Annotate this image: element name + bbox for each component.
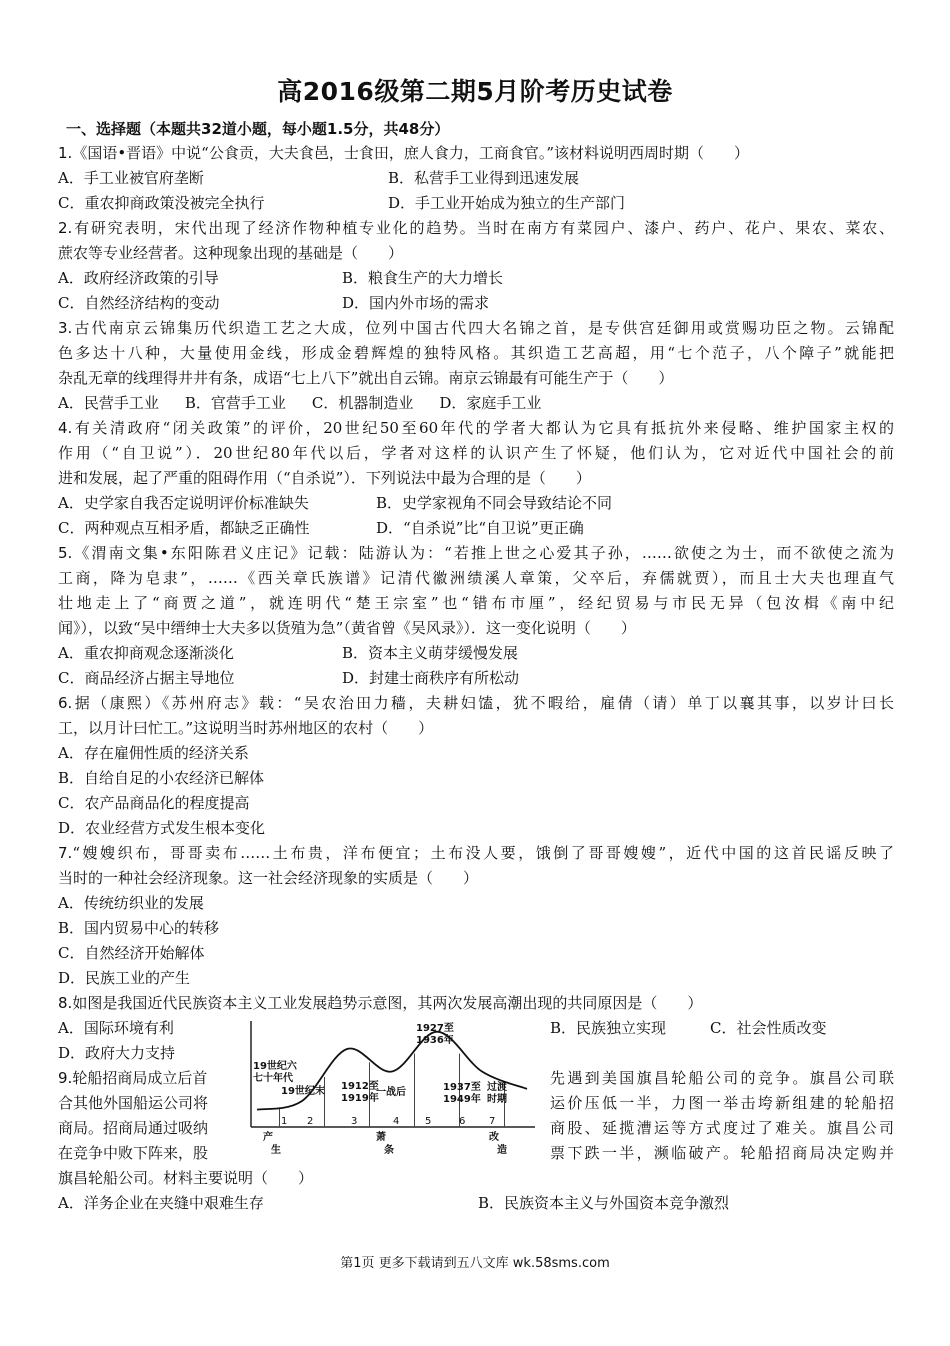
option-c: C．重农抑商政策没被完全执行 bbox=[58, 194, 265, 212]
option-bc bbox=[550, 1016, 894, 1041]
option-c: C．两种观点互相矛盾，都缺乏正确性 bbox=[58, 519, 310, 537]
option-a: A．政府经济政策的引导 bbox=[58, 269, 219, 287]
question-6-stem-cont: 工，以月计曰忙工。”这说明当时苏州地区的农村（ ） bbox=[58, 719, 434, 737]
question-2-stem-cont: 蔗农等专业经营者。这种现象出现的基础是（ ） bbox=[58, 244, 404, 262]
period-label-6b: 1949年 bbox=[443, 1094, 481, 1105]
option-a: A．史学家自我否定说明评价标准缺失 bbox=[58, 494, 309, 512]
period-label-7b: 时期 bbox=[487, 1094, 507, 1105]
question-1-options-ab bbox=[58, 166, 894, 191]
question-7-stem: 7.“嫂嫂织布，哥哥卖布……土布贵，洋布便宜；土布没人要，饿倒了哥哥嫂嫂”，近代中国的这首民谣反映了 bbox=[58, 844, 894, 862]
option-b: B．史学家视角不同会导致结论不同 bbox=[376, 494, 613, 512]
option-d: D．民族工业的产生 bbox=[58, 969, 191, 987]
question-9-line2: 合其他外国船运公司将 运价压低一半，力图一举击垮新组建的轮船招 bbox=[58, 1094, 894, 1112]
question-9-line3: 商局。招商局通过吸纳 商股、延揽漕运等方式度过了难关。旗昌公司 bbox=[58, 1119, 894, 1137]
option-c: C．自然经济开始解体 bbox=[58, 944, 205, 962]
option-a: A．国际环境有利 bbox=[58, 1019, 174, 1037]
question-1-options-cd bbox=[58, 191, 894, 216]
question-5-stem-cont: 工商，降为皂隶”，……《西关章氏族谱》记清代徽洲绩溪人章策，父卒后，弃儒就贾），而且士大夫也理直气 bbox=[58, 569, 894, 587]
option-a: A．传统纺织业的发展 bbox=[58, 894, 204, 912]
stage-number-4: 4 bbox=[393, 1116, 400, 1127]
option-d: D．家庭手工业 bbox=[439, 394, 542, 412]
industry-trend-chart bbox=[243, 1017, 541, 1160]
stage-number-3: 3 bbox=[351, 1116, 358, 1127]
question-3-stem-cont2: 杂乱无章的线理得井井有条，成语“七上八下”就出自云锦。南京云锦最有可能生产于（ ） bbox=[58, 369, 674, 387]
question-4-stem-cont: 作用（“自卫说”）．20世纪80年代以后，学者对这样的认识产生了怀疑，他们认为，它对近代中国社会的前 bbox=[58, 444, 894, 462]
option-a: A．洋务企业在夹缝中艰难生存 bbox=[58, 1194, 264, 1212]
question-9-options-ab bbox=[58, 1191, 894, 1216]
stage-number-2: 2 bbox=[307, 1116, 314, 1127]
question-4-stem: 4.有关清政府“闭关政策”的评价，20世纪50至60年代的学者大都认为它具有抵抗外来侵略、维护国家主权的 bbox=[58, 419, 894, 437]
question-5-stem-cont3: 闻》），以致“吴中缙绅士大夫多以货殖为急”（黄省曾《吴风录》）．这一变化说明（ ） bbox=[58, 619, 636, 637]
question-2-options-cd bbox=[58, 291, 894, 316]
question-8-stem: 8.如图是我国近代民族资本主义工业发展趋势示意图，其两次发展高潮出现的共同原因是（ ） bbox=[58, 994, 703, 1012]
option-a: A．民营手工业 bbox=[58, 394, 159, 412]
question-9-line5: 旗昌轮船公司。材料主要说明（ ） bbox=[58, 1169, 314, 1187]
option-b: B．民族独立实现 bbox=[550, 1019, 667, 1037]
period-label-7: 过渡 bbox=[487, 1082, 507, 1093]
question-3-options bbox=[58, 391, 894, 416]
option-b: B．私营手工业得到迅速发展 bbox=[388, 169, 580, 187]
question-5-options-cd bbox=[58, 666, 894, 691]
period-label-3: 1912至 bbox=[341, 1081, 379, 1092]
option-b: B．自给自足的小农经济已解体 bbox=[58, 769, 265, 787]
option-a: A．重农抑商观念逐渐淡化 bbox=[58, 644, 234, 662]
question-3-stem-cont: 色多达十八种，大量使用金线，形成金碧辉煌的独特风格。其织造工艺高超，用“七个范子，八个障子”就能把 bbox=[58, 344, 894, 362]
option-c: C．自然经济结构的变动 bbox=[58, 294, 220, 312]
option-d: D．政府大力支持 bbox=[58, 1044, 176, 1062]
period-label-1: 19世纪六 bbox=[253, 1061, 297, 1072]
page-footer: 第1页 更多下载请到五八文库 wk.58sms.com bbox=[340, 1256, 610, 1271]
question-7-stem-cont: 当时的一种社会经济现象。这一社会经济现象的实质是（ ） bbox=[58, 869, 479, 887]
question-4-options-cd bbox=[58, 516, 894, 541]
option-d: D．封建士商秩序有所松动 bbox=[342, 669, 520, 687]
question-5-stem-cont2: 壮地走上了“商贾之道”，就连明代“楚王宗室”也“错布市厘”，经纪贸易与市民无异（包汝楫《南中纪 bbox=[58, 594, 894, 612]
stage-number-6: 6 bbox=[459, 1116, 466, 1127]
section-heading: 一、选择题（本题共32道小题，每小题1.5分，共48分） bbox=[66, 120, 450, 138]
period-label-5: 1927至 bbox=[416, 1023, 454, 1034]
option-c: C．农产品商品化的程度提高 bbox=[58, 794, 250, 812]
option-b: B．资本主义萌芽缓慢发展 bbox=[342, 644, 519, 662]
option-b: B．官营手工业 bbox=[184, 394, 286, 412]
question-9-line1: 9.轮船招商局成立后首 先遇到美国旗昌轮船公司的竞争。旗昌公司联 bbox=[58, 1069, 894, 1087]
option-a: A．手工业被官府垄断 bbox=[58, 169, 204, 187]
period-label-4: 一战后 bbox=[376, 1087, 406, 1098]
stage-label-2: 萧 bbox=[376, 1132, 386, 1143]
stage-label-2b: 条 bbox=[384, 1145, 394, 1156]
option-d: D．国内外市场的需求 bbox=[342, 294, 490, 312]
option-b: B．国内贸易中心的转移 bbox=[58, 919, 220, 937]
question-2-options-ab bbox=[58, 266, 894, 291]
period-label-6: 1937至 bbox=[443, 1082, 481, 1093]
page-title: 高2016级第二期5月阶考历史试卷 bbox=[277, 77, 673, 106]
option-d: D．“自杀说”比“自卫说”更正确 bbox=[376, 519, 584, 537]
option-d: D．手工业开始成为独立的生产部门 bbox=[388, 194, 626, 212]
question-5-stem: 5.《渭南文集•东阳陈君义庄记》记载：陆游认为：“若推上世之心爱其子孙，……欲使之为士，而不欲使之流为 bbox=[58, 544, 894, 562]
option-b: B．民族资本主义与外国资本竞争激烈 bbox=[478, 1194, 730, 1212]
stage-number-1: 1 bbox=[281, 1116, 288, 1127]
period-label-1b: 七十年代 bbox=[253, 1073, 293, 1084]
question-1-stem: 1.《国语•晋语》中说“公食贡，大夫食邑，士食田，庶人食力，工商食官。”该材料说明西周时期（ ） bbox=[58, 144, 750, 162]
option-a: A．存在雇佣性质的经济关系 bbox=[58, 744, 249, 762]
period-label-2: 19世纪末 bbox=[281, 1086, 325, 1097]
question-2-stem: 2.有研究表明，宋代出现了经济作物种植专业化的趋势。当时在南方有菜园户、漆户、药户、花户、果农、菜农、 bbox=[58, 219, 894, 237]
option-b: B．粮食生产的大力增长 bbox=[342, 269, 504, 287]
stage-label-1b: 生 bbox=[271, 1145, 281, 1156]
question-9-line4: 在竞争中败下阵来，股 票下跌一半，濒临破产。轮船招商局决定购并 bbox=[58, 1144, 894, 1162]
stage-label-3b: 造 bbox=[497, 1145, 507, 1156]
option-c: C．机器制造业 bbox=[311, 394, 414, 412]
option-c: C．商品经济占据主导地位 bbox=[58, 669, 235, 687]
stage-number-7: 7 bbox=[489, 1116, 496, 1127]
question-6-stem: 6.据（康熙）《苏州府志》载：“吴农治田力穑，夫耕妇馌，犹不暇给，雇倩（请）单丁以襄其事，以岁计曰长 bbox=[58, 694, 894, 712]
period-label-3b: 1919年 bbox=[341, 1093, 379, 1104]
question-3-stem: 3.古代南京云锦集历代织造工艺之大成，位列中国古代四大名锦之首，是专供宫廷御用或赏赐功臣之物。云锦配 bbox=[58, 319, 894, 337]
question-4-options-ab bbox=[58, 491, 894, 516]
option-c: C．社会性质改变 bbox=[710, 1019, 827, 1037]
question-4-stem-cont2: 进和发展，起了严重的阻碍作用（“自杀说”）．下列说法中最为合理的是（ ） bbox=[58, 469, 591, 487]
period-label-5b: 1936年 bbox=[416, 1035, 454, 1046]
question-5-options-ab bbox=[58, 641, 894, 666]
option-d: D．农业经营方式发生根本变化 bbox=[58, 819, 266, 837]
stage-label-3: 改 bbox=[489, 1132, 499, 1143]
stage-label-1: 产 bbox=[263, 1132, 273, 1143]
stage-number-5: 5 bbox=[425, 1116, 432, 1127]
